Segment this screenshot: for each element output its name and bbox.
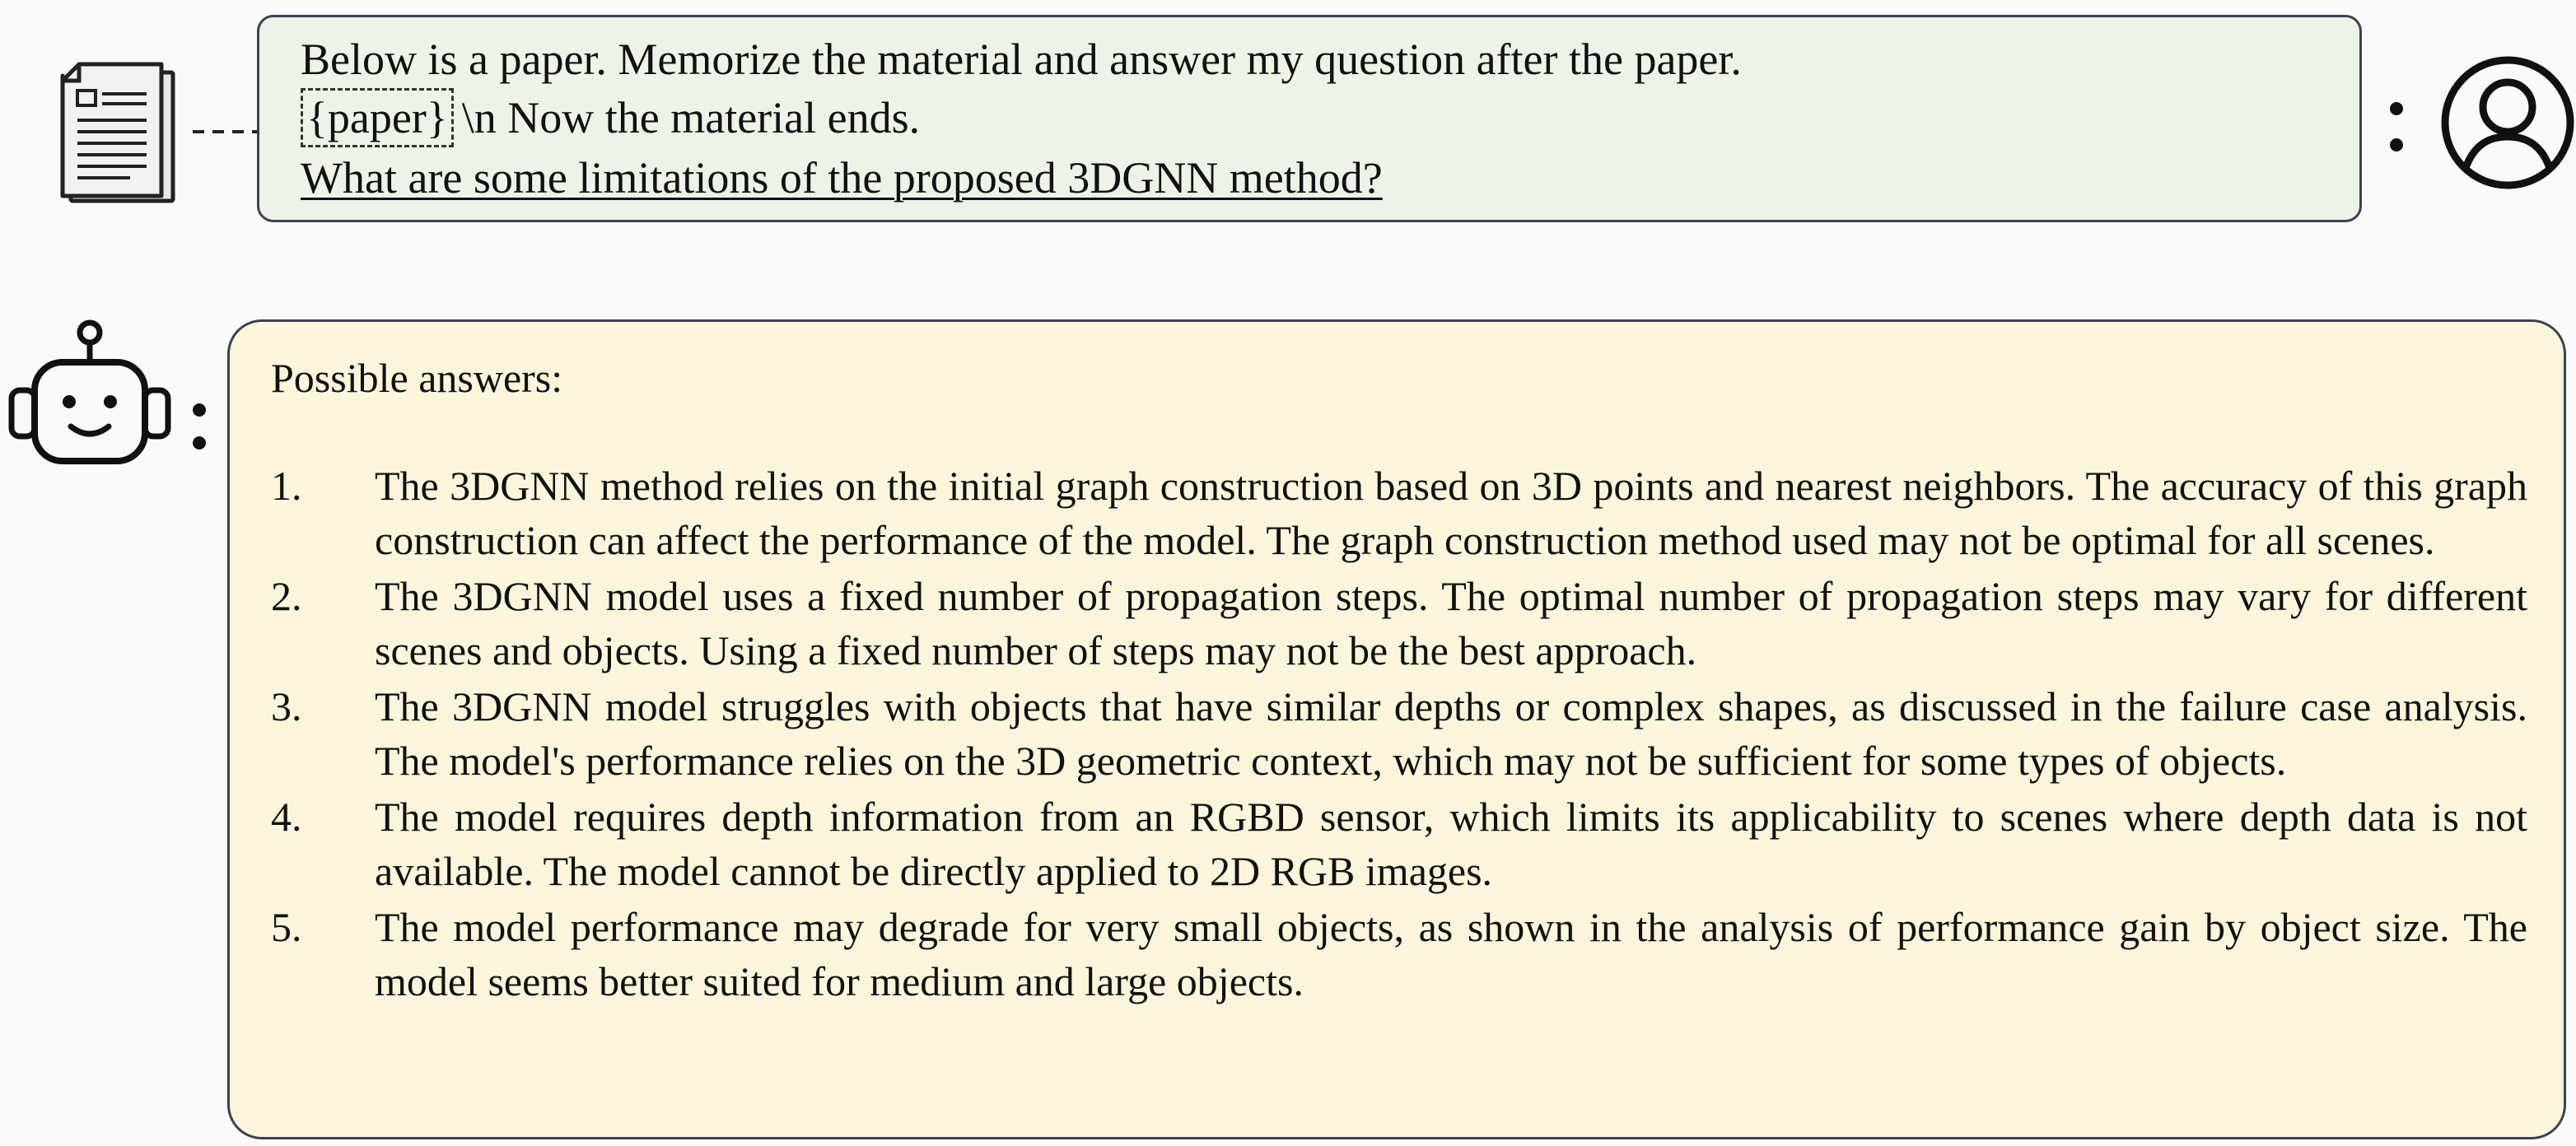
answer-text: The model performance may degrade for very small objects, as shown in the analysis of performance gain by object size. The model seems better suited for medium and large objects. (375, 904, 2527, 1004)
paper-placeholder: {paper} (301, 88, 454, 147)
answer-item (271, 459, 2527, 567)
answer-item (271, 679, 2527, 788)
colon-separator (2380, 91, 2413, 165)
answer-number: 4. (271, 794, 302, 840)
answer-item (271, 569, 2527, 678)
question-line-1: Below is a paper. Memorize the material and answer my question after the paper. (301, 35, 1742, 84)
question-box (257, 15, 2362, 222)
document-icon (56, 58, 180, 206)
answer-number: 1. (271, 463, 302, 509)
question-line-2 (301, 88, 920, 147)
answer-box (227, 319, 2566, 1139)
answer-text: The model requires depth information from an RGBD sensor, which limits its applicability to scenes where depth data is not available. The model cannot be directly applied to 2D RGB images. (375, 794, 2527, 894)
colon-separator-robot (183, 394, 216, 459)
question-text: What are some limitations of the proposed 3DGNN method? (301, 153, 1383, 203)
answer-number: 2. (271, 573, 302, 619)
answer-text: The 3DGNN model uses a fixed number of propagation steps. The optimal number of propagation steps may vary for different scenes and objects. Using a fixed number of steps may not be the best approach. (375, 573, 2527, 673)
answer-list (271, 459, 2527, 1010)
robot-icon (3, 316, 176, 473)
question-line-2-rest: \n Now the material ends. (461, 93, 921, 142)
answer-text: The 3DGNN model struggles with objects that have similar depths or complex shapes, as discussed in the failure case analysis. The model's performance relies on the 3D geometric context, which may not be sufficient for some types of objects. (375, 683, 2527, 784)
answer-item (271, 790, 2527, 898)
answer-item (271, 900, 2527, 1009)
user-avatar-icon (2438, 53, 2576, 193)
answer-number: 5. (271, 904, 302, 950)
answer-header: Possible answers: (271, 355, 563, 401)
answer-text: The 3DGNN method relies on the initial graph construction based on 3D points and nearest neighbors. The accuracy of this graph construction can affect the performance of the model. The graph construction method used may not be optimal for all scenes. (375, 463, 2527, 563)
answer-number: 3. (271, 683, 302, 729)
